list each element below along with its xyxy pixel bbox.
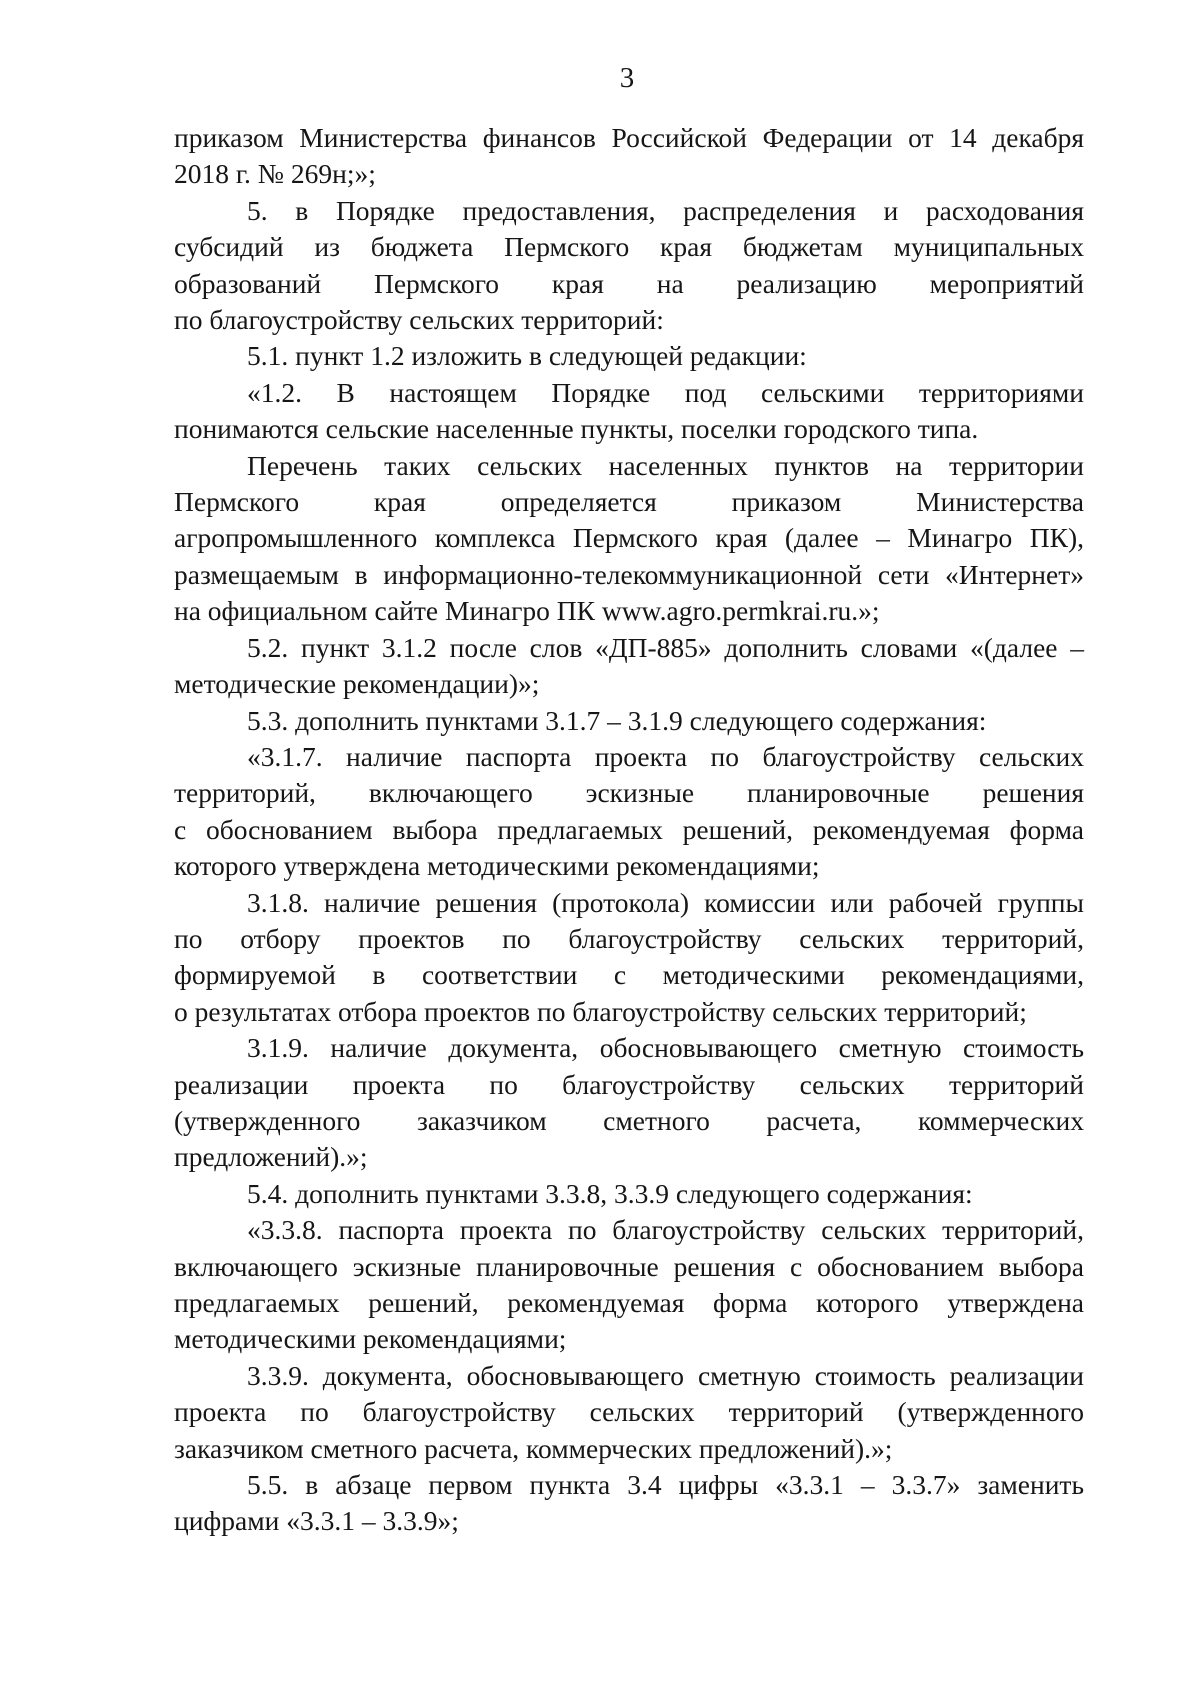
text-line: включающего эскизные планировочные решения с обоснованием выбора [174, 1250, 1084, 1282]
text-line: «1.2. В настоящем Порядке под сельскими территориями [247, 376, 1084, 408]
text-line: проекта по благоустройству сельских территорий (утвержденного [174, 1396, 1084, 1428]
text-line: «3.3.8. паспорта проекта по благоустройству сельских территорий, [247, 1214, 1084, 1246]
text-line: образований Пермского края на реализацию мероприятий [174, 267, 1084, 299]
text-line: 3.1.9. наличие документа, обосновывающего сметную стоимость [247, 1032, 1084, 1064]
text-line: приказом Министерства финансов Российской Федерации от 14 декабря [174, 122, 1084, 153]
text-line: субсидий из бюджета Пермского края бюджетам муниципальных [174, 231, 1084, 263]
text-line: которого утверждена методическими рекомендациями; [174, 850, 820, 882]
text-line: 5.2. пункт 3.1.2 после слов «ДП-885» дополнить словами «(далее – [247, 631, 1084, 663]
text-line: о результатах отбора проектов по благоустройству сельских территорий; [174, 995, 1027, 1027]
document-body [174, 120, 1084, 1540]
text-line: предложений).»; [174, 1141, 368, 1173]
text-line: с обоснованием выбора предлагаемых решений, рекомендуемая форма [174, 813, 1084, 845]
text-line: цифрами «3.3.1 – 3.3.9»; [174, 1505, 459, 1537]
text-line: «3.1.7. наличие паспорта проекта по благоустройству сельских [247, 740, 1084, 772]
text-line: реализации проекта по благоустройству сельских территорий [174, 1068, 1084, 1100]
text-line: агропромышленного комплекса Пермского края (далее – Минагро ПК), [174, 522, 1084, 554]
text-line: территорий, включающего эскизные планировочные решения [174, 777, 1084, 809]
text-line: 3.1.8. наличие решения (протокола) комиссии или рабочей группы [247, 886, 1084, 918]
text-line: 5. в Порядке предоставления, распределения и расходования [247, 194, 1084, 226]
text-line: на официальном сайте Минагро ПК www.agro.permkrai.ru.»; [174, 595, 880, 627]
text-line: методические рекомендации)»; [174, 668, 540, 700]
text-line: Пермского края определяется приказом Министерства [174, 486, 1084, 518]
text-line: по благоустройству сельских территорий: [174, 304, 664, 336]
text-line: размещаемым в информационно-телекоммуникационной сети «Интернет» [174, 558, 1084, 590]
text-line: (утвержденного заказчиком сметного расчета, коммерческих [174, 1104, 1084, 1136]
text-line: формируемой в соответствии с методическими рекомендациями, [174, 959, 1084, 991]
text-line: методическими рекомендациями; [174, 1323, 567, 1355]
text-line: 5.4. дополнить пунктами 3.3.8, 3.3.9 следующего содержания: [247, 1177, 973, 1209]
page-number: 3 [619, 62, 635, 94]
text-line: заказчиком сметного расчета, коммерческих предложений).»; [174, 1432, 893, 1464]
text-line: предлагаемых решений, рекомендуемая форма которого утверждена [174, 1287, 1084, 1318]
text-line: 3.3.9. документа, обосновывающего сметную стоимость реализации [247, 1359, 1084, 1391]
text-line: 2018 г. № 269н;»; [174, 158, 376, 190]
text-line: 5.1. пункт 1.2 изложить в следующей редакции: [247, 340, 807, 372]
text-line: 5.3. дополнить пунктами 3.1.7 – 3.1.9 следующего содержания: [247, 704, 987, 736]
text-line: по отбору проектов по благоустройству сельских территорий, [174, 922, 1084, 954]
text-line: понимаются сельские населенные пункты, поселки городского типа. [174, 413, 979, 445]
text-line: 5.5. в абзаце первом пункта 3.4 цифры «3.3.1 – 3.3.7» заменить [247, 1469, 1084, 1501]
text-line: Перечень таких сельских населенных пунктов на территории [247, 449, 1084, 481]
